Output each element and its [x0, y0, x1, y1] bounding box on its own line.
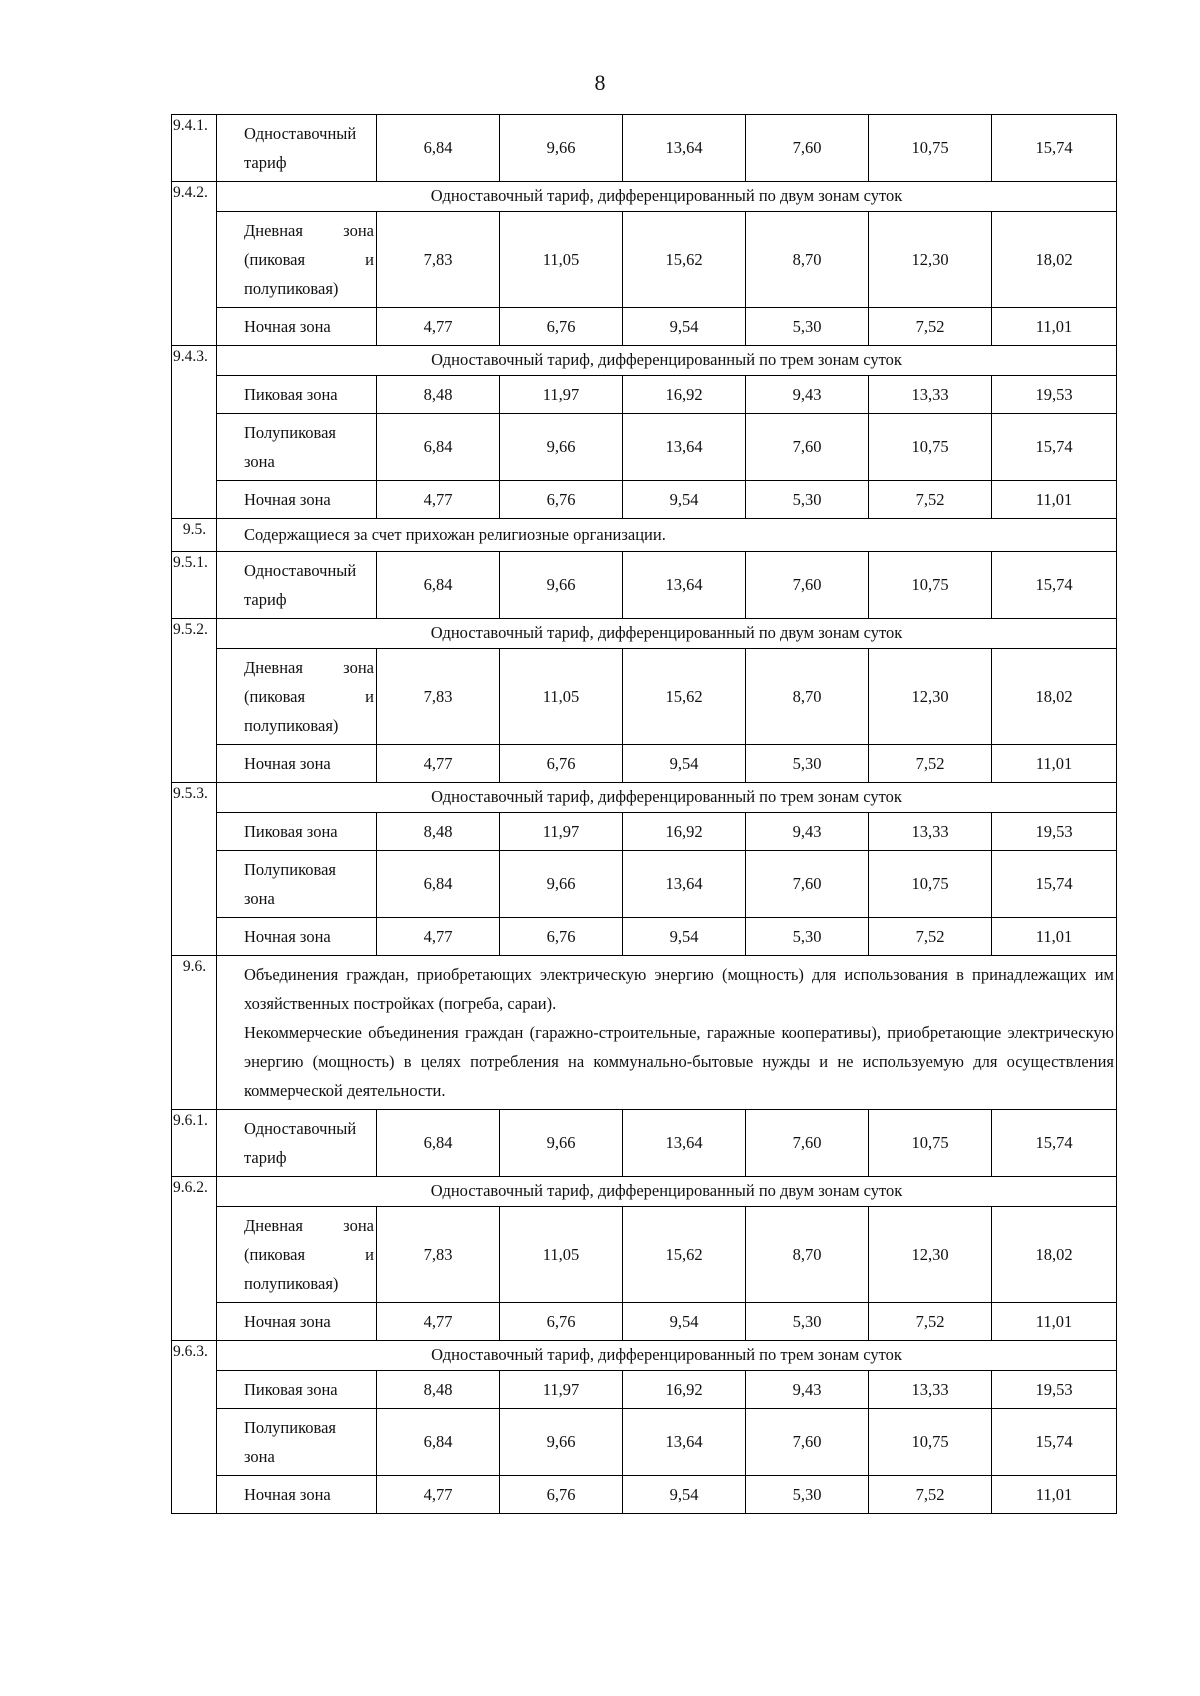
tariff-value-cell: 8,70: [746, 212, 869, 308]
tariff-value-cell: 16,92: [623, 813, 746, 851]
row-number: 9.5.3.: [172, 783, 217, 956]
tariff-value-cell: 5,30: [746, 1303, 869, 1341]
row-label-line: Полупиковая: [244, 860, 337, 879]
table-row: [172, 481, 1117, 519]
table-row: [172, 182, 1117, 212]
row-label-line: Ночная зона: [244, 1485, 331, 1504]
tariff-value-cell: 6,84: [377, 414, 500, 481]
tariff-value-cell: 9,54: [623, 918, 746, 956]
table-row: [172, 1303, 1117, 1341]
tariff-value-cell: 4,77: [377, 1303, 500, 1341]
row-label-line: Ночная зона: [244, 1312, 331, 1331]
tariff-value-cell: 10,75: [869, 1409, 992, 1476]
tariff-value-cell: 5,30: [746, 1476, 869, 1514]
tariff-value-cell: 13,33: [869, 1371, 992, 1409]
row-number: 9.6.: [172, 956, 217, 1110]
row-label-line: полупиковая): [244, 279, 339, 298]
tariff-value-cell: 18,02: [992, 1207, 1117, 1303]
tariff-value-cell: 9,43: [746, 813, 869, 851]
table-row: [172, 1371, 1117, 1409]
row-label-line: Пиковая зона: [244, 822, 338, 841]
tariff-value-cell: 6,76: [500, 918, 623, 956]
table-row: [172, 414, 1117, 481]
tariff-value-cell: 7,60: [746, 552, 869, 619]
tariff-value-cell: 15,74: [992, 1409, 1117, 1476]
table-row: [172, 376, 1117, 414]
row-label-line: (пиковая и: [244, 250, 374, 269]
row-label: [217, 649, 377, 745]
tariff-value-cell: 10,75: [869, 115, 992, 182]
row-label: [217, 1303, 377, 1341]
tariff-value-cell: 13,64: [623, 115, 746, 182]
row-label: [217, 115, 377, 182]
tariff-value-cell: 6,76: [500, 308, 623, 346]
row-label-line: Полупиковая: [244, 1418, 337, 1437]
tariff-value-cell: 8,70: [746, 649, 869, 745]
tariff-value-cell: 5,30: [746, 308, 869, 346]
tariff-value-cell: 10,75: [869, 1110, 992, 1177]
table-row: [172, 308, 1117, 346]
tariff-value-cell: 8,48: [377, 813, 500, 851]
tariff-table: [171, 114, 1117, 1514]
tariff-value-cell: 13,33: [869, 813, 992, 851]
tariff-value-cell: 12,30: [869, 1207, 992, 1303]
tariff-value-cell: 11,01: [992, 1476, 1117, 1514]
section-subheading: Одноставочный тариф, дифференцированный по двум зонам суток: [217, 619, 1117, 649]
tariff-value-cell: 9,66: [500, 1110, 623, 1177]
tariff-value-cell: 7,60: [746, 1409, 869, 1476]
row-label: [217, 1110, 377, 1177]
table-row: [172, 956, 1117, 1110]
tariff-value-cell: 15,74: [992, 115, 1117, 182]
tariff-value-cell: 7,52: [869, 481, 992, 519]
row-label-line: полупиковая): [244, 716, 339, 735]
section-subheading: Одноставочный тариф, дифференцированный по трем зонам суток: [217, 1341, 1117, 1371]
tariff-value-cell: 7,60: [746, 115, 869, 182]
tariff-value-cell: 11,97: [500, 376, 623, 414]
tariff-value-cell: 4,77: [377, 745, 500, 783]
table-row: [172, 212, 1117, 308]
tariff-value-cell: 11,01: [992, 918, 1117, 956]
tariff-value-cell: 7,52: [869, 1476, 992, 1514]
tariff-value-cell: 6,76: [500, 1303, 623, 1341]
row-label-line: Одноставочный: [244, 124, 357, 143]
tariff-value-cell: 19,53: [992, 376, 1117, 414]
tariff-value-cell: 11,01: [992, 1303, 1117, 1341]
tariff-value-cell: 8,48: [377, 1371, 500, 1409]
row-label: [217, 1371, 377, 1409]
row-label-line: Ночная зона: [244, 754, 331, 773]
row-label-line: тариф: [244, 1148, 287, 1167]
row-label-line: зона: [244, 1447, 275, 1466]
table-row: [172, 745, 1117, 783]
tariff-value-cell: 11,97: [500, 813, 623, 851]
tariff-value-cell: 13,64: [623, 1409, 746, 1476]
table-row: [172, 918, 1117, 956]
tariff-value-cell: 8,70: [746, 1207, 869, 1303]
tariff-value-cell: 9,54: [623, 308, 746, 346]
table-row: [172, 1207, 1117, 1303]
tariff-value-cell: 19,53: [992, 1371, 1117, 1409]
row-label: [217, 481, 377, 519]
tariff-value-cell: 16,92: [623, 1371, 746, 1409]
row-label: [217, 918, 377, 956]
tariff-value-cell: 7,83: [377, 649, 500, 745]
tariff-value-cell: 13,64: [623, 1110, 746, 1177]
tariff-value-cell: 15,74: [992, 552, 1117, 619]
row-label-line: зона: [244, 889, 275, 908]
row-label-line: Одноставочный: [244, 561, 357, 580]
tariff-value-cell: 13,64: [623, 552, 746, 619]
tariff-value-cell: 15,62: [623, 212, 746, 308]
tariff-value-cell: 9,43: [746, 1371, 869, 1409]
row-label: [217, 308, 377, 346]
tariff-value-cell: 7,60: [746, 414, 869, 481]
row-label: [217, 851, 377, 918]
row-label: [217, 212, 377, 308]
tariff-value-cell: 12,30: [869, 212, 992, 308]
tariff-value-cell: 15,62: [623, 1207, 746, 1303]
tariff-value-cell: 4,77: [377, 1476, 500, 1514]
tariff-value-cell: 7,83: [377, 1207, 500, 1303]
row-label-line: (пиковая и: [244, 687, 374, 706]
row-label-line: Дневная зона: [244, 658, 374, 677]
tariff-value-cell: 18,02: [992, 212, 1117, 308]
tariff-value-cell: 9,54: [623, 481, 746, 519]
tariff-value-cell: 13,33: [869, 376, 992, 414]
tariff-value-cell: 9,43: [746, 376, 869, 414]
row-label: [217, 813, 377, 851]
description-paragraph: Некоммерческие объединения граждан (гаражно-строительные, гаражные кооперативы), приобретающие электрическую энергию (мощность) в целях потребления на коммунально-бытовые нужды и не используемую для осуществления коммерческой деятельности.: [244, 1023, 1114, 1100]
description-paragraph: Объединения граждан, приобретающих электрическую энергию (мощность) для использования в принадлежащих им хозяйственных постройках (погреба, сараи).: [244, 965, 1114, 1013]
tariff-value-cell: 19,53: [992, 813, 1117, 851]
row-label-line: Пиковая зона: [244, 385, 338, 404]
row-number: 9.6.3.: [172, 1341, 217, 1514]
tariff-table-body: [172, 115, 1117, 1514]
section-description: [217, 956, 1117, 1110]
table-row: [172, 1177, 1117, 1207]
row-number: 9.4.3.: [172, 346, 217, 519]
row-number: 9.6.1.: [172, 1110, 217, 1177]
tariff-value-cell: 6,84: [377, 851, 500, 918]
tariff-value-cell: 6,84: [377, 1409, 500, 1476]
row-label-line: тариф: [244, 590, 287, 609]
tariff-value-cell: 5,30: [746, 745, 869, 783]
tariff-value-cell: 16,92: [623, 376, 746, 414]
tariff-value-cell: 12,30: [869, 649, 992, 745]
tariff-value-cell: 9,66: [500, 115, 623, 182]
row-label-line: Пиковая зона: [244, 1380, 338, 1399]
row-label-line: тариф: [244, 153, 287, 172]
tariff-value-cell: 13,64: [623, 851, 746, 918]
row-label: [217, 552, 377, 619]
row-label-line: Дневная зона: [244, 221, 374, 240]
section-subheading: Одноставочный тариф, дифференцированный по двум зонам суток: [217, 1177, 1117, 1207]
tariff-value-cell: 11,05: [500, 212, 623, 308]
tariff-value-cell: 4,77: [377, 481, 500, 519]
tariff-value-cell: 5,30: [746, 918, 869, 956]
tariff-value-cell: 18,02: [992, 649, 1117, 745]
table-row: [172, 813, 1117, 851]
row-label: [217, 376, 377, 414]
tariff-value-cell: 10,75: [869, 552, 992, 619]
row-number: 9.4.2.: [172, 182, 217, 346]
table-row: [172, 346, 1117, 376]
tariff-value-cell: 6,76: [500, 1476, 623, 1514]
table-row: [172, 649, 1117, 745]
row-label: [217, 1207, 377, 1303]
tariff-value-cell: 11,05: [500, 649, 623, 745]
row-label-line: зона: [244, 452, 275, 471]
row-number: 9.4.1.: [172, 115, 217, 182]
tariff-value-cell: 11,01: [992, 745, 1117, 783]
section-subheading: Одноставочный тариф, дифференцированный по трем зонам суток: [217, 346, 1117, 376]
table-row: [172, 783, 1117, 813]
section-subheading: Одноставочный тариф, дифференцированный по двум зонам суток: [217, 182, 1117, 212]
tariff-value-cell: 11,97: [500, 1371, 623, 1409]
row-number: 9.5.1.: [172, 552, 217, 619]
tariff-value-cell: 9,66: [500, 552, 623, 619]
tariff-value-cell: 9,54: [623, 1303, 746, 1341]
page-number: 8: [594, 70, 606, 95]
row-label-line: Ночная зона: [244, 490, 331, 509]
tariff-value-cell: 11,05: [500, 1207, 623, 1303]
row-label-line: Ночная зона: [244, 317, 331, 336]
row-label-line: Полупиковая: [244, 423, 337, 442]
tariff-value-cell: 7,83: [377, 212, 500, 308]
table-row: [172, 1409, 1117, 1476]
table-row: [172, 1476, 1117, 1514]
row-label-line: Одноставочный: [244, 1119, 357, 1138]
table-row: [172, 115, 1117, 182]
row-label-line: (пиковая и: [244, 1245, 374, 1264]
tariff-value-cell: 11,01: [992, 481, 1117, 519]
tariff-value-cell: 4,77: [377, 308, 500, 346]
tariff-value-cell: 7,52: [869, 745, 992, 783]
table-row: [172, 1341, 1117, 1371]
section-subheading: Одноставочный тариф, дифференцированный по трем зонам суток: [217, 783, 1117, 813]
tariff-value-cell: 11,01: [992, 308, 1117, 346]
tariff-value-cell: 8,48: [377, 376, 500, 414]
row-label: [217, 414, 377, 481]
tariff-value-cell: 6,84: [377, 115, 500, 182]
row-label: [217, 1409, 377, 1476]
tariff-value-cell: 6,76: [500, 481, 623, 519]
tariff-value-cell: 4,77: [377, 918, 500, 956]
table-row: [172, 519, 1117, 552]
tariff-value-cell: 9,66: [500, 1409, 623, 1476]
row-label-line: полупиковая): [244, 1274, 339, 1293]
tariff-value-cell: 9,54: [623, 745, 746, 783]
tariff-value-cell: 15,74: [992, 851, 1117, 918]
tariff-value-cell: 10,75: [869, 851, 992, 918]
row-number: 9.5.2.: [172, 619, 217, 783]
tariff-value-cell: 7,52: [869, 918, 992, 956]
table-row: [172, 552, 1117, 619]
tariff-value-cell: 7,52: [869, 308, 992, 346]
tariff-value-cell: 13,64: [623, 414, 746, 481]
tariff-value-cell: 15,74: [992, 414, 1117, 481]
row-label: [217, 745, 377, 783]
tariff-value-cell: 9,66: [500, 851, 623, 918]
tariff-value-cell: 7,60: [746, 1110, 869, 1177]
tariff-value-cell: 15,74: [992, 1110, 1117, 1177]
tariff-value-cell: 10,75: [869, 414, 992, 481]
tariff-value-cell: 6,76: [500, 745, 623, 783]
row-label: [217, 1476, 377, 1514]
table-row: [172, 851, 1117, 918]
tariff-value-cell: 9,54: [623, 1476, 746, 1514]
tariff-value-cell: 6,84: [377, 1110, 500, 1177]
tariff-value-cell: 7,60: [746, 851, 869, 918]
tariff-value-cell: 5,30: [746, 481, 869, 519]
row-number: 9.5.: [172, 519, 217, 552]
row-label-line: Дневная зона: [244, 1216, 374, 1235]
table-row: [172, 1110, 1117, 1177]
tariff-value-cell: 15,62: [623, 649, 746, 745]
row-label-line: Ночная зона: [244, 927, 331, 946]
tariff-value-cell: 9,66: [500, 414, 623, 481]
section-heading: Содержащиеся за счет прихожан религиозные организации.: [217, 519, 1117, 552]
table-row: [172, 619, 1117, 649]
tariff-value-cell: 7,52: [869, 1303, 992, 1341]
row-number: 9.6.2.: [172, 1177, 217, 1341]
tariff-value-cell: 6,84: [377, 552, 500, 619]
